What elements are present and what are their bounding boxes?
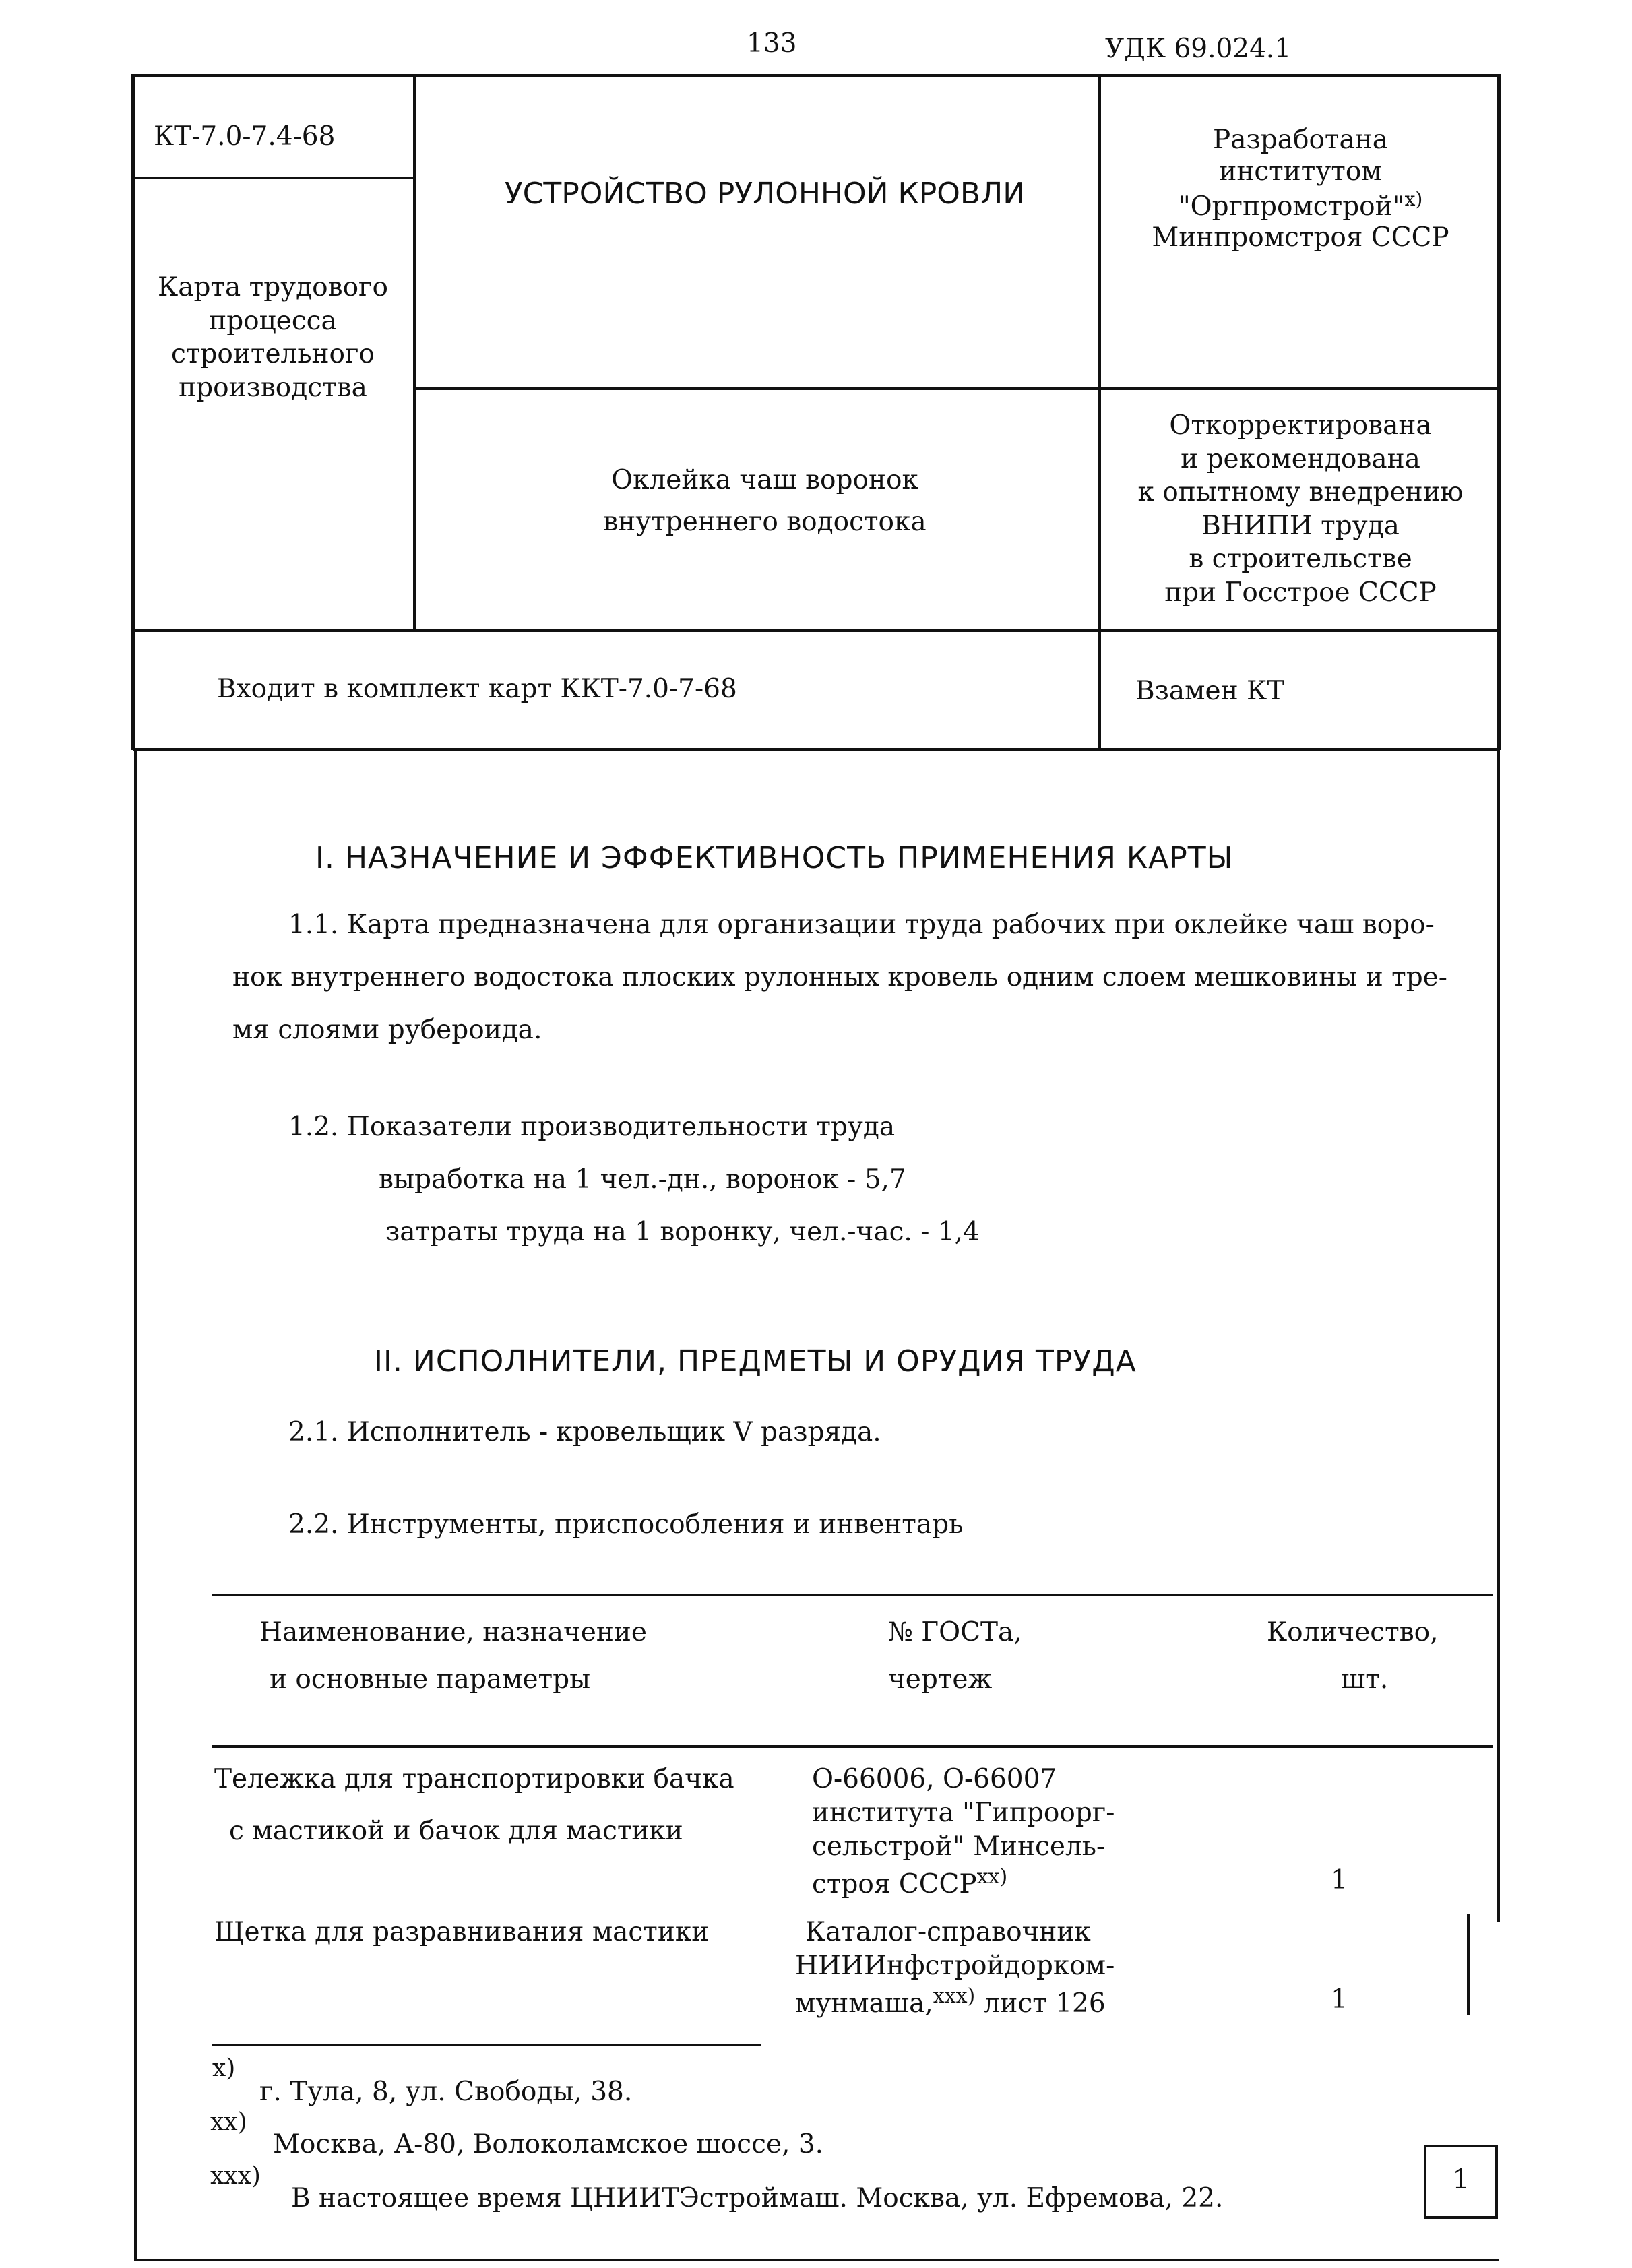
footnote-2-mark: xx)	[210, 2108, 247, 2136]
row-1-gost-line-2: института "Гипроорг-	[812, 1798, 1115, 1828]
card-code: КТ-7.0-7.4-68	[154, 121, 336, 152]
card-title: УСТРОЙСТВО РУЛОННОЙ КРОВЛИ	[504, 177, 1026, 211]
row-1-gost-line-1: О-66006, О-66007	[812, 1764, 1057, 1794]
col-header-name-2: и основные параметры	[270, 1664, 591, 1695]
page-number: 133	[747, 28, 797, 59]
footnote-3-mark: xxx)	[210, 2162, 261, 2190]
footnote-3-text: В настоящее время ЦНИИТЭстроймаш. Москва, ул. Ефремова, 22.	[291, 2183, 1224, 2213]
row-2-gost-line-2: НИИИнфстройдорком-	[795, 1951, 1115, 1981]
para-1-1-line-3: мя слоями рубероида.	[232, 1015, 542, 1045]
row-1-qty: 1	[1331, 1865, 1348, 1895]
para-1-2-line-3: затраты труда на 1 воронку, чел.-час. - 1,4	[385, 1217, 980, 1247]
corrected-by: Откорректирована и рекомендована к опытному внедрению ВНИПИ труда в строительстве при Госстрое СССР	[1137, 410, 1464, 608]
row-1-gost-line-4: строя СССР$^{xx)}$	[812, 1865, 1008, 1899]
row-2-gost-line-1: Каталог-справочник	[805, 1917, 1091, 1947]
card-type: Карта трудового процесса строительного производства	[158, 272, 388, 403]
para-2-2: 2.2. Инструменты, приспособления и инвентарь	[288, 1509, 964, 1540]
row-2-gost-line-3: мунмаша,$^{xxx)}$ лист 126	[795, 1984, 1106, 2019]
para-1-1-line-2: нок внутреннего водостока плоских рулонных кровель одним слоем мешковины и тре-	[232, 962, 1447, 993]
subtitle-line-2: внутреннего водостока	[603, 507, 927, 537]
footnote-separator	[212, 2044, 761, 2046]
subtitle-line-1: Оклейка чаш воронок	[611, 465, 918, 495]
section-2-heading: II. ИСПОЛНИТЕЛИ, ПРЕДМЕТЫ И ОРУДИЯ ТРУДА	[374, 1344, 1137, 1379]
row-1-gost-line-3: сельстрой" Минсель-	[812, 1831, 1106, 1862]
sheet-number: 1	[1452, 2164, 1470, 2195]
col-header-gost-1: № ГОСТа,	[888, 1617, 1022, 1647]
row-1-name-line-1: Тележка для транспортировки бачка	[214, 1764, 734, 1794]
set-note: Входит в комплект карт ККТ-7.0-7-68	[217, 674, 737, 704]
row-1-name-line-2: с мастикой и бачок для мастики	[229, 1816, 683, 1846]
footnote-2-text: Москва, А-80, Волоколамское шоссе, 3.	[273, 2129, 824, 2160]
row-2-qty: 1	[1331, 1984, 1348, 2015]
row-2-name-line-1: Щетка для разравнивания мастики	[214, 1917, 710, 1947]
col-header-qty-1: Количество,	[1267, 1617, 1439, 1647]
col-header-qty-2: шт.	[1341, 1664, 1389, 1695]
col-header-gost-2: чертеж	[888, 1664, 993, 1695]
developed-by: Разработана институтом "Оргпромстрой"$^{x)}$ Минпромстроя СССР	[1152, 125, 1449, 253]
para-1-2-line-1: 1.2. Показатели производительности труда	[288, 1112, 896, 1142]
footnote-1-text: г. Тула, 8, ул. Свободы, 38.	[259, 2077, 633, 2107]
udk-code: УДК 69.024.1	[1105, 34, 1292, 64]
section-1-heading: I. НАЗНАЧЕНИЕ И ЭФФЕКТИВНОСТЬ ПРИМЕНЕНИЯ КАРТЫ	[315, 841, 1234, 875]
col-header-name-1: Наименование, назначение	[259, 1617, 647, 1647]
sheet-number-box	[1424, 2145, 1498, 2219]
footnote-1-mark: x)	[212, 2054, 236, 2082]
para-2-1: 2.1. Исполнитель - кровельщик V разряда.	[288, 1417, 881, 1447]
para-1-2-line-2: выработка на 1 чел.-дн., воронок - 5,7	[379, 1164, 906, 1195]
para-1-1-line-1: 1.1. Карта предназначена для организации труда рабочих при оклейке чаш воро-	[288, 910, 1435, 940]
replaces-note: Взамен КТ	[1135, 676, 1285, 706]
